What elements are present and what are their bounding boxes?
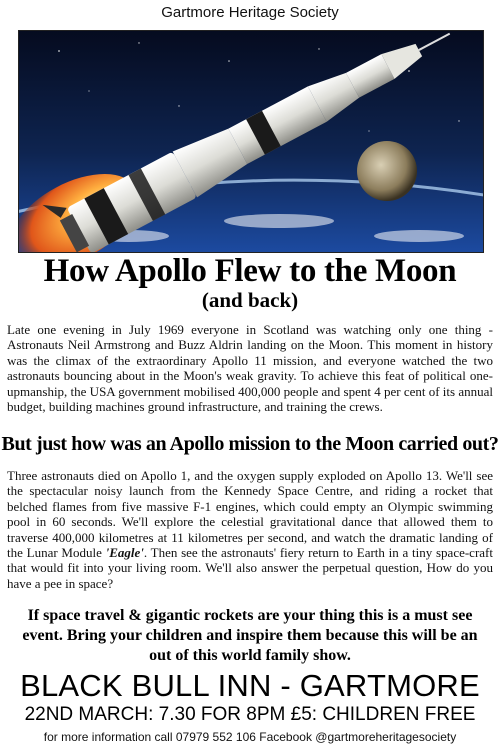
intro-paragraph: Late one evening in July 1969 everyone in Scotland was watching only one thing - Astronauts Neil Armstrong and Buzz Aldrin landing on the Moon. This moment in history was the climax of the extraordinary Apollo 11 mission, and everyone watched the two astronauts bouncing about in the Moon's weak gravity. To achieve this feat of political one-upmanship, the USA government mobilised 400,000 people and spent 4 per cent of its annual budget, building machines ground infrastructure, and training the crews. <box>7 322 493 415</box>
event-callout: If space travel & gigantic rockets are your thing this is a must see event. Bring your children and inspire them because this will be an out of this world family show. <box>22 607 478 664</box>
poster-title: How Apollo Flew to the Moon <box>43 253 457 289</box>
lunar-module-name: 'Eagle' <box>105 545 144 561</box>
event-date-price: 22ND MARCH: 7.30 FOR 8PM £5: CHILDREN FREE <box>24 704 476 725</box>
details-text-before: Three astronauts died on Apollo 1, and the oxygen supply exploded on Apollo 13. We'll see the spectacular noisy launch from the Kennedy Space Centre, and riding a rocket that belched flames from five massive F-1 engines, which could empty an Olympic swimming pool in 60 seconds. We'll explore the celestial gravitational dance that allowed them to traverse 400,000 kilometres at 11 kilometres per second, and watch the dramatic landing of the Lunar Module <box>7 468 493 561</box>
poster-subtitle: (and back) <box>201 288 299 312</box>
details-paragraph <box>7 468 493 591</box>
organisation-name: Gartmore Heritage Society <box>161 4 339 21</box>
details-text-after: . Then see the astronauts' fiery return to Earth in a tiny space-craft that would fit into your living room. We'll also answer the perpetual question, How do you have a pee in space? <box>7 545 493 591</box>
saturn-v-rocket-image <box>18 30 484 253</box>
venue-name: BLACK BULL INN - GARTMORE <box>20 668 480 703</box>
contact-info: for more information call 07979 552 106 Facebook @gartmoreheritagesociety <box>43 730 457 744</box>
section-heading: But just how was an Apollo mission to the Moon carried out? <box>1 433 499 455</box>
